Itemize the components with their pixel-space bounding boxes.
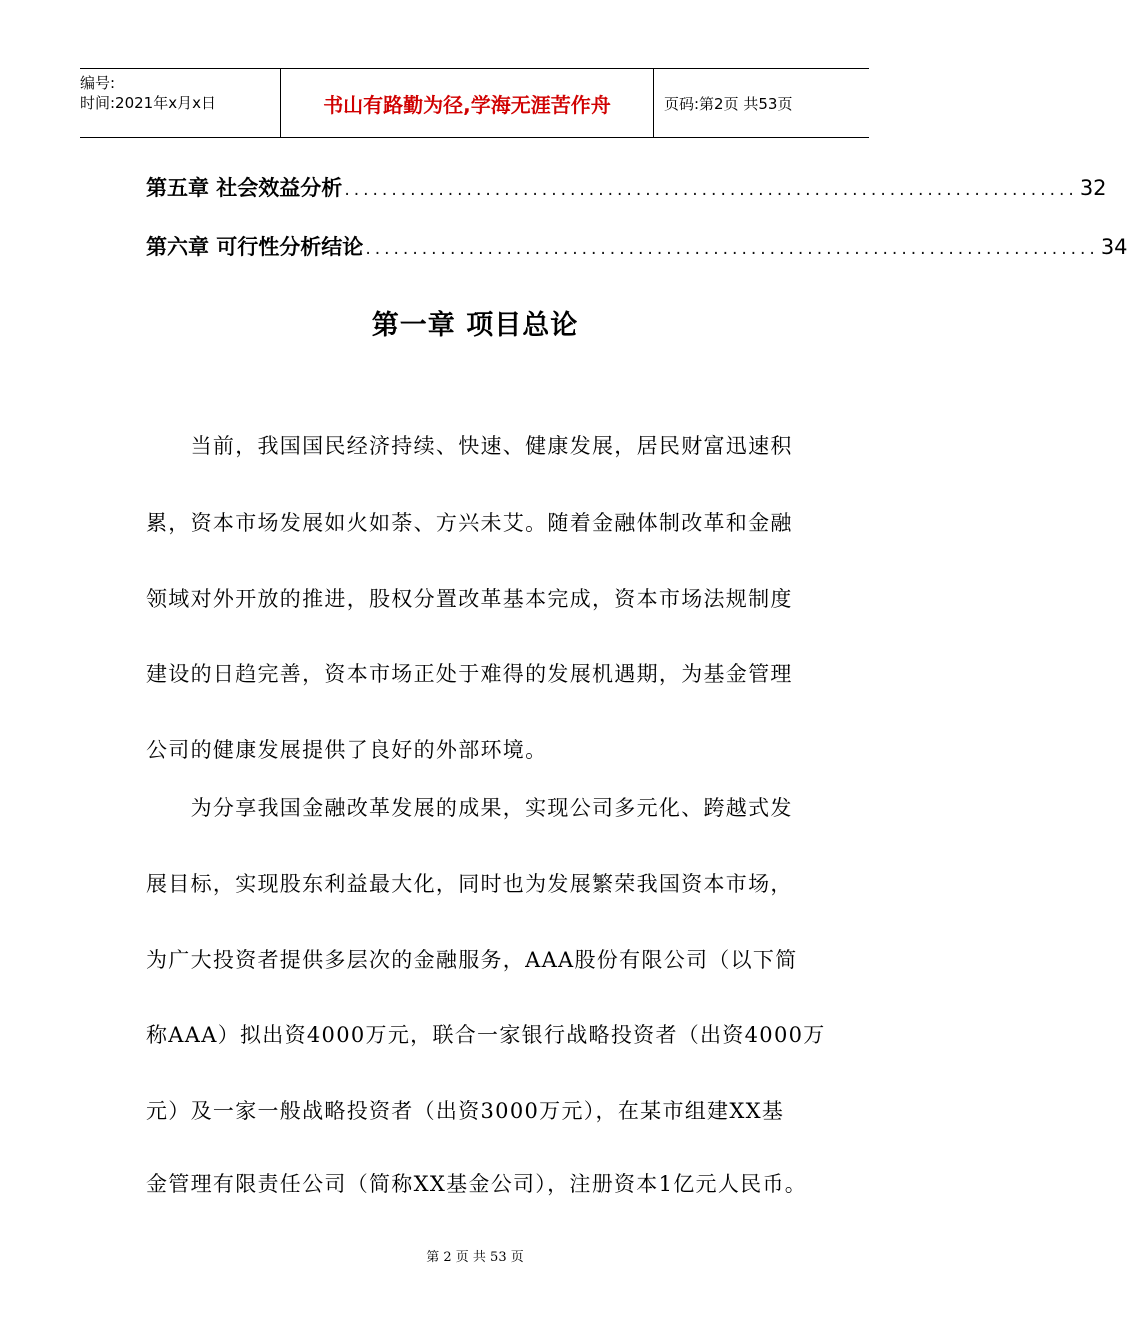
toc-leader-dots: ..............................................................................	[344, 180, 1078, 200]
time-label: 时间:2021年x月x日	[80, 94, 216, 112]
text-line: 建设的日趋完善，资本市场正处于难得的发展机遇期，为基金管理	[146, 662, 793, 686]
text-line: 累，资本市场发展如火如荼、方兴未艾。随着金融体制改革和金融	[146, 511, 793, 535]
toc-leader-dots: ..............................................................................	[365, 239, 1099, 259]
text-line: 公司的健康发展提供了良好的外部环境。	[146, 738, 548, 762]
text-line: 展目标，实现股东利益最大化，同时也为发展繁荣我国资本市场，	[146, 872, 793, 896]
text-line: 元）及一家一般战略投资者（出资3000万元），在某市组建XX基	[146, 1099, 785, 1123]
number-label: 编号:	[80, 74, 116, 92]
header-page-info: 页码:第2页 共53页	[664, 94, 793, 113]
header-motto: 书山有路勤为径,学海无涯苦作舟	[280, 69, 654, 137]
text-line: 为广大投资者提供多层次的金融服务，AAA股份有限公司（以下简	[146, 948, 798, 972]
toc-page-number: 32	[1079, 176, 1107, 200]
toc-entry[interactable]	[146, 231, 1128, 261]
text-line: 称AAA）拟出资4000万元，联合一家银行战略投资者（出资4000万	[146, 1023, 826, 1047]
toc-title: 第六章 可行性分析结论	[146, 235, 364, 259]
page-header	[80, 68, 869, 138]
text-line: 为分享我国金融改革发展的成果，实现公司多元化、跨越式发	[146, 796, 793, 820]
toc-page-number: 34	[1100, 235, 1128, 259]
text-line: 当前，我国国民经济持续、快速、健康发展，居民财富迅速积	[146, 434, 793, 458]
chapter-title: 第一章 项目总论	[371, 310, 579, 341]
text-line: 领域对外开放的推进，股权分置改革基本完成，资本市场法规制度	[146, 587, 793, 611]
page-footer: 第 2 页 共 53 页	[426, 1250, 524, 1265]
text-line: 金管理有限责任公司（简称XX基金公司），注册资本1亿元人民币。	[146, 1172, 808, 1196]
header-meta	[80, 69, 280, 137]
toc-title: 第五章 社会效益分析	[146, 176, 343, 200]
toc-entry[interactable]	[146, 172, 1107, 202]
